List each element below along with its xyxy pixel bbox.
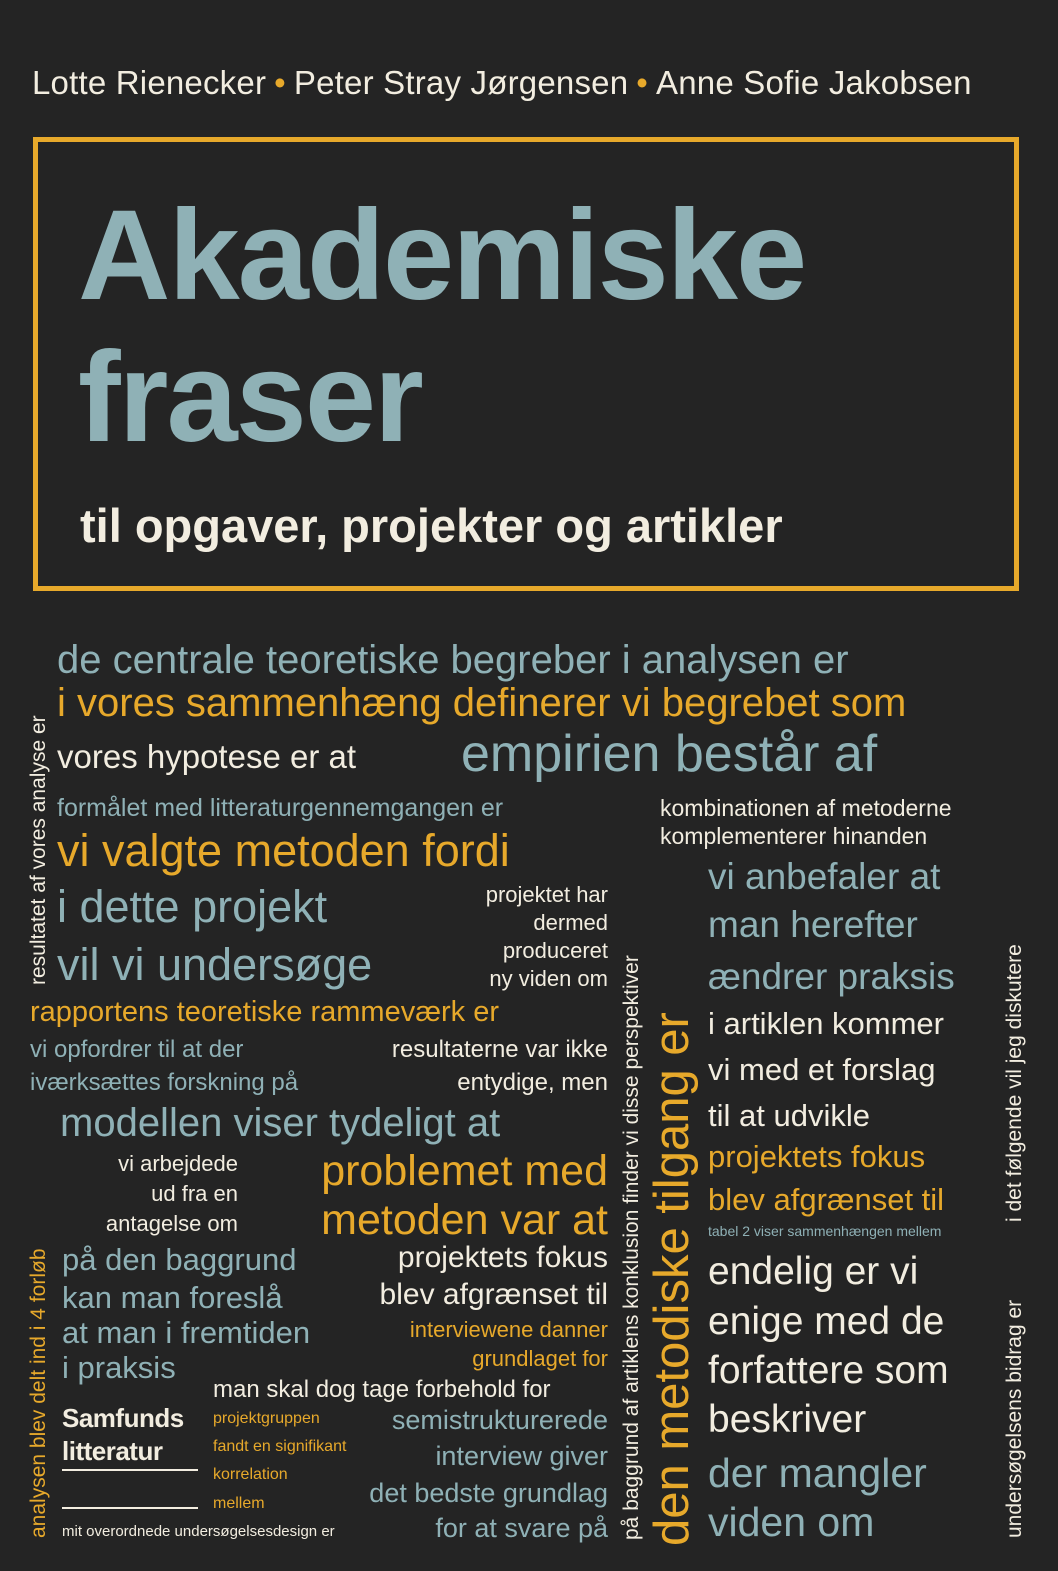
phrase: produceret bbox=[502, 938, 608, 963]
phrase: ændrer praksis bbox=[708, 956, 955, 997]
phrase: dermed bbox=[533, 910, 608, 935]
phrase: ud fra en bbox=[151, 1181, 238, 1206]
book-title-line-1: Akademiske bbox=[78, 184, 806, 327]
phrase: fandt en signifikant bbox=[213, 1438, 347, 1455]
phrase: antagelse om bbox=[105, 1211, 238, 1236]
phrase: mit overordnede undersøgelsesdesign er bbox=[62, 1523, 335, 1540]
phrase: vi arbejdede bbox=[118, 1151, 238, 1176]
authors-line bbox=[32, 66, 972, 99]
phrase-vertical-4: den metodiske tilgang er bbox=[645, 1012, 699, 1546]
phrase: i praksis bbox=[62, 1350, 176, 1385]
phrase: vores hypotese er at bbox=[57, 738, 356, 775]
publisher-logo bbox=[62, 1402, 198, 1509]
author-3: Anne Sofie Jakobsen bbox=[656, 64, 972, 101]
phrase: der mangler bbox=[708, 1450, 927, 1496]
phrase: mellem bbox=[213, 1495, 265, 1512]
phrase: semistrukturerede bbox=[391, 1405, 608, 1435]
author-1: Lotte Rienecker bbox=[32, 64, 267, 101]
phrase: blev afgrænset til bbox=[708, 1182, 945, 1217]
phrase: problemet med bbox=[321, 1147, 608, 1195]
phrase: de centrale teoretiske begreber i analysen er bbox=[57, 638, 849, 682]
phrase: interview giver bbox=[435, 1441, 608, 1471]
book-subtitle: til opgaver, projekter og artikler bbox=[80, 499, 783, 552]
phrase: vi valgte metoden fordi bbox=[57, 825, 510, 876]
phrase: empirien består af bbox=[461, 725, 878, 783]
phrase: modellen viser tydeligt at bbox=[60, 1101, 501, 1145]
author-2: Peter Stray Jørgensen bbox=[293, 64, 629, 101]
phrase: projektets fokus bbox=[708, 1139, 926, 1174]
phrase-vertical-2: analysen blev delt ind i 4 forløb bbox=[27, 1248, 50, 1538]
phrase: forfattere som bbox=[708, 1349, 949, 1392]
book-title-line-2: fraser bbox=[78, 326, 422, 469]
phrase-vertical-5: i det følgende vil jeg diskutere bbox=[1003, 944, 1026, 1222]
phrase: i vores sammenhæng definerer vi begrebet som bbox=[57, 681, 907, 725]
phrase: kan man foreslå bbox=[62, 1280, 283, 1315]
phrase: komplementerer hinanden bbox=[660, 823, 928, 849]
phrase: vi opfordrer til at der bbox=[30, 1036, 244, 1063]
publisher-name-line-2: litteratur bbox=[62, 1435, 163, 1466]
phrase: projektet har bbox=[485, 882, 608, 907]
phrase: resultaterne var ikke bbox=[391, 1036, 608, 1063]
phrase: entydige, men bbox=[457, 1069, 608, 1096]
author-separator: • bbox=[636, 64, 649, 101]
phrase-vertical-3: på baggrund af artiklens konklusion finder vi disse perspektiver bbox=[620, 955, 643, 1540]
phrase: endelig er vi bbox=[708, 1250, 919, 1293]
phrase: grundlaget for bbox=[472, 1346, 608, 1371]
phrase: vi med et forslag bbox=[708, 1052, 936, 1087]
phrase: man herefter bbox=[708, 904, 918, 945]
phrase: tabel 2 viser sammenhængen mellem bbox=[708, 1223, 942, 1239]
phrase: til at udvikle bbox=[708, 1098, 870, 1133]
phrase: projektgruppen bbox=[213, 1410, 320, 1427]
phrase: rapportens teoretiske rammeværk er bbox=[30, 996, 499, 1028]
logo-rule bbox=[62, 1469, 198, 1471]
phrase: man skal dog tage forbehold for bbox=[213, 1376, 551, 1403]
phrase: det bedste grundlag bbox=[369, 1478, 608, 1508]
phrase: i dette projekt bbox=[57, 881, 328, 932]
phrase: interviewene danner bbox=[409, 1317, 608, 1342]
author-separator: • bbox=[274, 64, 286, 101]
phrase: for at svare på bbox=[435, 1513, 608, 1543]
phrase: metoden var at bbox=[321, 1196, 608, 1244]
phrase: vi anbefaler at bbox=[708, 856, 941, 897]
logo-rule bbox=[62, 1507, 198, 1509]
phrase: viden om bbox=[708, 1499, 875, 1545]
phrase: blev afgrænset til bbox=[379, 1278, 608, 1311]
phrase: formålet med litteraturgennemgangen er bbox=[57, 794, 504, 822]
publisher-name-line-1: Samfunds bbox=[62, 1403, 184, 1433]
phrase: at man i fremtiden bbox=[62, 1315, 311, 1350]
phrase-vertical-6: undersøgelsens bidrag er bbox=[1003, 1299, 1026, 1538]
phrase: kombinationen af metoderne bbox=[660, 795, 952, 821]
phrase: i artiklen kommer bbox=[708, 1006, 944, 1041]
phrase: beskriver bbox=[708, 1398, 867, 1441]
phrase: vil vi undersøge bbox=[57, 939, 373, 990]
phrase: iværksættes forskning på bbox=[30, 1069, 299, 1096]
phrase: projektets fokus bbox=[397, 1241, 608, 1274]
phrase: enige med de bbox=[708, 1300, 945, 1343]
phrase: på den baggrund bbox=[62, 1242, 297, 1277]
phrase: korrelation bbox=[213, 1466, 288, 1483]
phrase-vertical-1: resultatet af vores analyse er bbox=[27, 715, 50, 985]
phrase: ny viden om bbox=[489, 966, 608, 991]
